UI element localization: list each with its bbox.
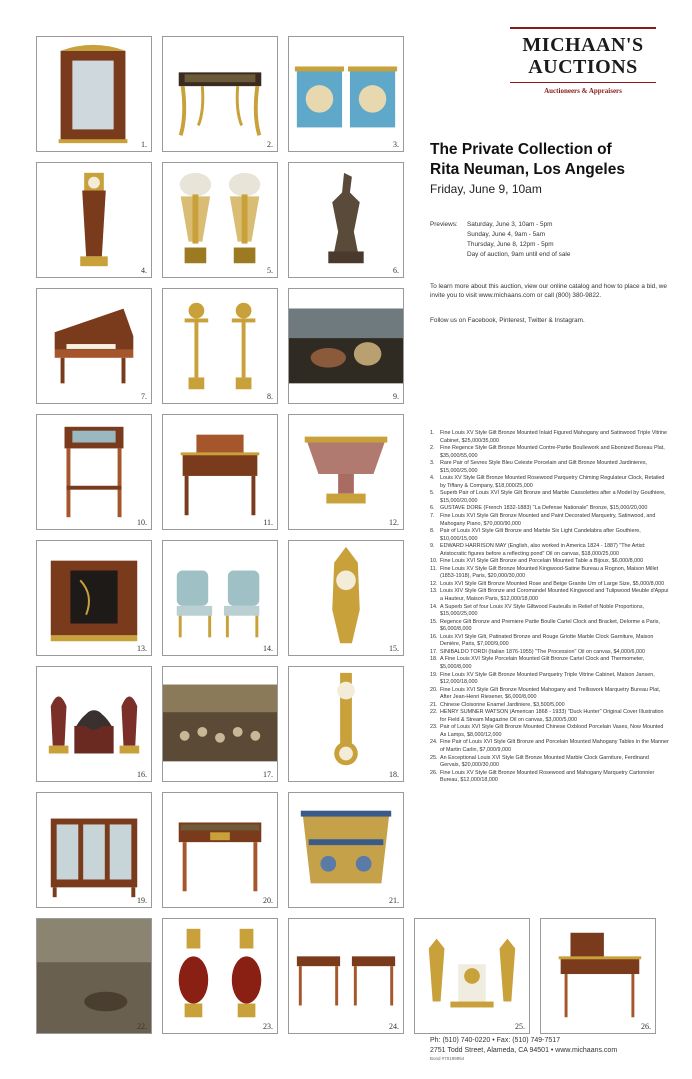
logo-tagline: Auctioneers & Appraisers (544, 87, 622, 95)
lot-description: Fine Louis XVI Style Gilt Bronze Mounted Mahogany and Trelliswork Marquetry Bureau Plat, After Jean-Henri Riesener, $6,000/8,000 (440, 686, 661, 701)
lot-entry (430, 634, 670, 649)
logo-line-1: MICHAAN'S (522, 34, 644, 56)
lot-description: An Exceptional Louis XVI Style Gilt Bronze Mounted Marble Clock Garniture, Ferdinand Gervais, $20,000/30,000 (440, 754, 649, 769)
lot-image-tile[interactable] (36, 288, 152, 404)
lot-number: 7. (430, 513, 435, 520)
tile-lot-number: 10. (137, 518, 147, 527)
tile-lot-number: 9. (393, 392, 399, 401)
lot-number: 18. (430, 656, 438, 663)
previews-schedule (430, 220, 670, 260)
lot-image-tile[interactable] (162, 288, 278, 404)
lot-entry (430, 739, 670, 754)
lot-entry (430, 619, 670, 634)
previews-label: Previews: (430, 221, 458, 228)
lot-image-tile[interactable] (540, 918, 656, 1034)
logo-top-rule (510, 27, 656, 29)
lot-description: Fine Louis XV Style Gilt Bronze Mounted Inlaid Figured Mahogany and Satinwood Triple Vitrine Cabinet, $25,000/35,000 (440, 430, 668, 444)
lot-number: 6. (430, 505, 435, 512)
lot-image-tile[interactable] (36, 162, 152, 278)
lot-image-tile[interactable] (288, 666, 404, 782)
lot-number: 15. (430, 618, 438, 625)
lot-image-tile[interactable] (288, 918, 404, 1034)
lot-image-tile[interactable] (162, 36, 278, 152)
lot-entry (430, 490, 670, 505)
lot-description: Louis XV Style Gilt Bronze Mounted Rosewood Parquetry Chiming Regulateur Clock, Retailed by Tiffany & Company, $18,000/25,000 (440, 475, 665, 489)
address-website: 2751 Todd Street, Alameda, CA 94501 • www.michaans.com (430, 1047, 618, 1054)
preview-line: Day of auction, 9am until end of sale (467, 251, 571, 258)
tile-lot-number: 1. (141, 140, 147, 149)
lot-entry (430, 460, 670, 475)
lot-description: Fine Pair of Louis XVI Style Gilt Bronze and Porcelain Mounted Mahogany Tables in the Manner of Martin Carlin, $7,000/9,000 (440, 739, 669, 753)
lot-entry (430, 604, 670, 619)
lot-number: 2. (430, 445, 435, 452)
lot-entry (430, 656, 670, 671)
title-line-1: The Private Collection of (430, 141, 612, 158)
lot-number: 13. (430, 588, 438, 595)
tile-lot-number: 25. (515, 1022, 525, 1031)
lot-number: 9. (430, 543, 435, 550)
lot-description: Pair of Louis XVI Style Gilt Bronze Mounted Chinese Oxblood Porcelain Vases, Now Mounted As Lamps, $8,000/12,000 (440, 724, 664, 738)
lot-number: 23. (430, 724, 438, 731)
tile-lot-number: 23. (263, 1022, 273, 1031)
tile-lot-number: 12. (389, 518, 399, 527)
lot-entry (430, 581, 670, 589)
lot-entry (430, 702, 670, 710)
lot-description: SINIBALDO TORDI (Italian 1876-1955) "The Procession" Oil on canvas, $4,000/6,000 (440, 648, 645, 655)
lot-entry (430, 558, 670, 566)
tile-lot-number: 4. (141, 266, 147, 275)
lot-number: 10. (430, 558, 438, 565)
lot-description: Louis XIV Style Gilt Bronze and Coromandel Mounted Kingwood and Tulipwood Meuble d'Appui a Hauteur, Maison Paris, $12,000/18,000 (440, 588, 669, 603)
tile-lot-number: 21. (389, 896, 399, 905)
lot-entry (430, 475, 670, 490)
lot-list (430, 430, 670, 785)
tile-lot-number: 2. (267, 140, 273, 149)
preview-line: Saturday, June 3, 10am - 5pm (467, 221, 553, 228)
lot-number: 20. (430, 686, 438, 693)
lot-description: Superb Pair of Louis XVI Style Gilt Bronze and Marble Cassolettes after a Model by Gouthiere, $15,000/20,000 (440, 490, 666, 504)
lot-number: 22. (430, 709, 438, 716)
lot-entry (430, 687, 670, 702)
lot-number: 8. (430, 528, 435, 535)
tile-lot-number: 22. (137, 1022, 147, 1031)
lot-description: Chinese Cloisonne Enamel Jardiniere, $3,500/5,000 (440, 701, 565, 708)
auction-date: Friday, June 9, 10am (430, 182, 542, 196)
lot-number: 4. (430, 475, 435, 482)
lot-image-tile[interactable] (288, 414, 404, 530)
lot-number: 16. (430, 633, 438, 640)
lot-image-tile[interactable] (36, 666, 152, 782)
lot-image-tile[interactable] (288, 540, 404, 656)
tile-lot-number: 16. (137, 770, 147, 779)
lot-description: A Superb Set of four Louis XV Style Giltwood Fauteuils in Relief of Noble Proportions, $15,000/25,000 (440, 603, 645, 618)
lot-entry (430, 724, 670, 739)
lot-number: 21. (430, 701, 438, 708)
lot-image-tile[interactable] (162, 666, 278, 782)
lot-description: HENRY SUMNER WATSON (American 1868 - 1933) "Duck Hunter" Original Cover Illustration for Field & Stream Magazine Oil on canvas, $3,000/5,000 (440, 709, 664, 723)
lot-image-tile[interactable] (36, 918, 152, 1034)
tile-lot-number: 26. (641, 1022, 651, 1031)
lot-image-tile[interactable] (36, 36, 152, 152)
logo-line-2: AUCTIONS (528, 56, 638, 78)
lot-description: Fine Louis XV Style Gilt Bronze Mounted Rosewood and Mahogany Marquetry Cartonnier Bureau, $12,000/18,000 (440, 769, 655, 784)
lot-entry (430, 445, 670, 460)
logo-bottom-rule (510, 82, 656, 83)
lot-entry (430, 505, 670, 513)
lot-number: 14. (430, 603, 438, 610)
lot-entry (430, 770, 670, 785)
lot-description: Rare Pair of Sevres Style Bleu Celeste Porcelain and Gilt Bronze Mounted Jardinieres, $15,000/25,000 (440, 460, 648, 474)
tile-lot-number: 19. (137, 896, 147, 905)
contact-block (430, 1036, 680, 1062)
tile-lot-number: 15. (389, 644, 399, 653)
lot-image-tile[interactable] (162, 162, 278, 278)
auction-title-block (430, 140, 680, 196)
lot-image-tile[interactable] (288, 162, 404, 278)
lot-entry (430, 709, 670, 724)
lot-description: EDWARD HARRISON MAY (English, also worked in America 1824 - 1887) "The Artist: Aristocratic figures before a reflecting pond" Oil on canvas, $18,000/25,000 (440, 543, 646, 557)
lot-entry (430, 513, 670, 528)
lot-description: Louis XVI Style Gilt, Patinated Bronze and Rouge Griotte Marble Clock Garniture, Maison Denière, Paris, $7,000/9,000 (440, 633, 654, 648)
lot-description: Fine Louis XV Style Gilt Bronze Mounted Kingwood-Satine Bureau a Rognon, Maison Millet (1853-1918), Paris, $20,000/30,000 (440, 565, 659, 580)
lot-description: Pair of Louis XVI Style Gilt Bronze and Marble Six Light Candelabra after Gouthiere, $10,000/15,000 (440, 528, 641, 542)
lot-description: Fine Regence Style Gilt Bronze Mounted Contre-Partie Boullework and Ebonized Bureau Plat, $35,000/55,000 (440, 445, 665, 459)
lot-number: 5. (430, 490, 435, 497)
lot-entry (430, 672, 670, 687)
lot-entry (430, 566, 670, 581)
lot-entry (430, 755, 670, 770)
bond-code: Bond #70199954 (430, 1056, 465, 1061)
tile-lot-number: 13. (137, 644, 147, 653)
tile-lot-number: 3. (393, 140, 399, 149)
tile-lot-number: 7. (141, 392, 147, 401)
lot-image-tile[interactable] (36, 792, 152, 908)
lot-number: 3. (430, 460, 435, 467)
lot-description: Louis XVI Style Gilt Bronze Mounted Rose and Beige Granite Urn of Large Size, $5,000/8,000 (440, 580, 665, 587)
lot-description: GUSTAVE DORE (French 1832-1883) "La Defense Nationale" Bronze, $15,000/20,000 (440, 505, 648, 512)
lot-image-tile[interactable] (414, 918, 530, 1034)
lot-number: 19. (430, 671, 438, 678)
tile-lot-number: 20. (263, 896, 273, 905)
lot-image-tile[interactable] (288, 792, 404, 908)
preview-line: Thursday, June 8, 12pm - 5pm (467, 241, 554, 248)
lot-number: 1. (430, 430, 435, 436)
lot-entry (430, 649, 670, 657)
lot-number: 25. (430, 754, 438, 761)
lot-description: Fine Louis XV Style Gilt Bronze Mounted Parquetry Triple Vitrine Cabinet, Maison Jansen, $12,000/18,000 (440, 671, 655, 686)
lot-image-tile[interactable] (162, 918, 278, 1034)
lot-image-tile[interactable] (288, 288, 404, 404)
lot-image-tile[interactable] (36, 540, 152, 656)
lot-number: 17. (430, 648, 438, 655)
lot-entry (430, 543, 670, 558)
michaans-logo (510, 27, 656, 95)
tile-lot-number: 5. (267, 266, 273, 275)
phone-fax: Ph: (510) 740-0220 • Fax: (510) 749-7517 (430, 1037, 561, 1044)
tile-lot-number: 14. (263, 644, 273, 653)
lot-image-tile[interactable] (162, 792, 278, 908)
preview-line: Sunday, June 4, 9am - 5am (467, 231, 546, 238)
lot-description: Fine Louis XVI Style Gilt Bronze and Porcelain Mounted Table a Bijoux, $6,000/8,000 (440, 558, 644, 565)
lot-number: 24. (430, 739, 438, 746)
tile-lot-number: 11. (263, 518, 273, 527)
lot-description: Fine Louis XVI Style Gilt Bronze Mounted and Paint Decorated Marquetry, Satinwood, and Mahogany Piano, $70,000/90,000 (440, 513, 656, 527)
lot-image-tile[interactable] (288, 36, 404, 152)
lot-image-tile[interactable] (162, 414, 278, 530)
learn-more-text: To learn more about this auction, view our online catalog and how to place a bid, we invite you to visit www.michaans.com or call (800) 380-9822. (430, 283, 667, 299)
tile-lot-number: 24. (389, 1022, 399, 1031)
lot-number: 26. (430, 769, 438, 776)
tile-lot-number: 6. (393, 266, 399, 275)
lot-entry (430, 588, 670, 603)
follow-us-text: Follow us on Facebook, Pinterest, Twitter & Instagram. (430, 317, 585, 324)
lot-image-tile[interactable] (36, 414, 152, 530)
title-line-2: Rita Neuman, Los Angeles (430, 161, 625, 178)
lot-entry (430, 430, 670, 445)
tile-lot-number: 8. (267, 392, 273, 401)
tile-lot-number: 17. (263, 770, 273, 779)
lot-entry (430, 528, 670, 543)
tile-lot-number: 18. (389, 770, 399, 779)
lot-description: Regence Gilt Bronze and Premiere Partie Boulle Cartel Clock and Bracket, Delorme a Paris, $6,000/8,000 (440, 618, 660, 633)
lot-number: 11. (430, 565, 438, 572)
lot-number: 12. (430, 580, 438, 587)
lot-image-tile[interactable] (162, 540, 278, 656)
lot-description: A Fine Louis XVI Style Porcelain Mounted Gilt Bronze Cartel Clock and Thermometer, $5,000/8,000 (440, 656, 645, 670)
